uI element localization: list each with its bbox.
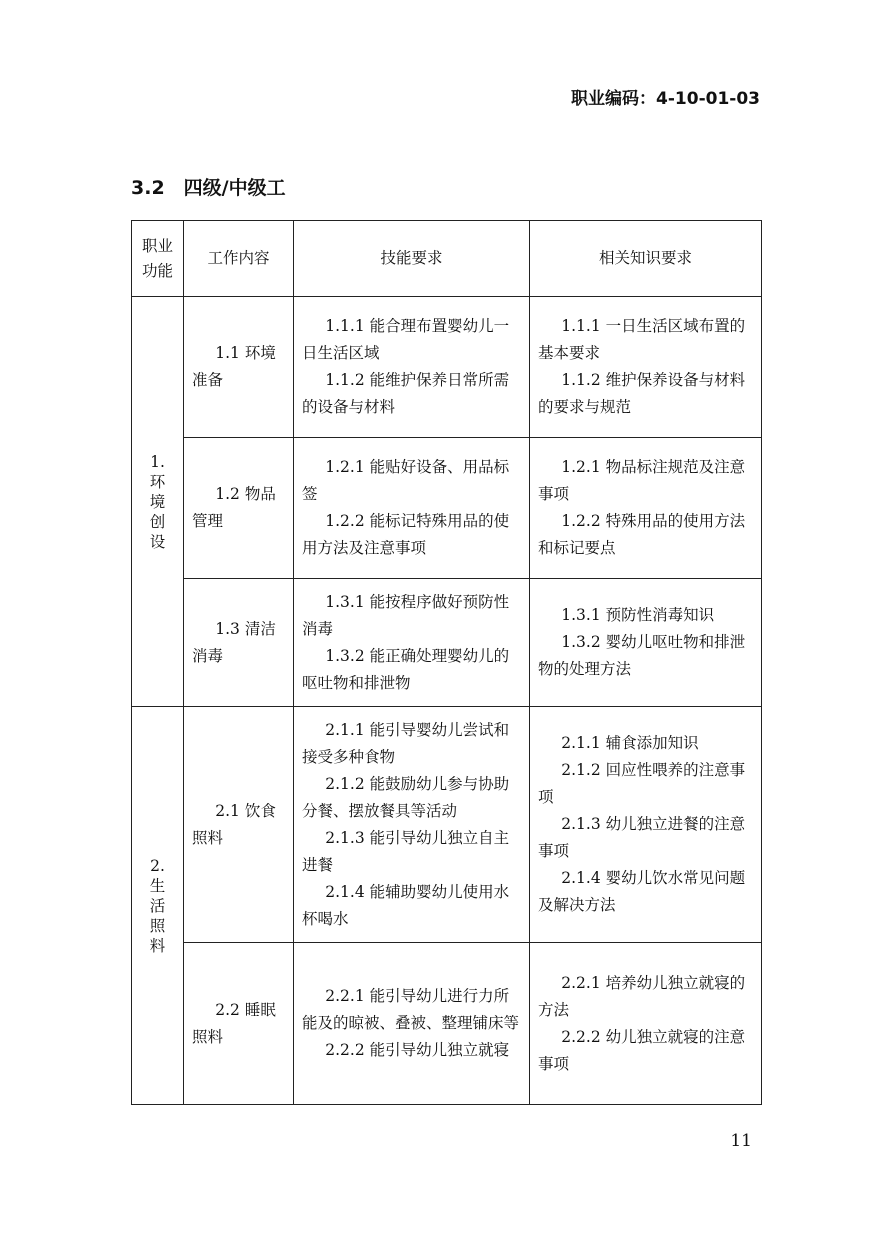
skills-table: [131, 220, 762, 1105]
work-content-text: 准备: [192, 371, 224, 389]
skill-item: 2.1.1 能引导婴幼儿尝试和接受多种食物: [302, 720, 510, 766]
table-row: [132, 943, 762, 1105]
work-content-text: 管理: [192, 512, 224, 530]
func-text: 照: [149, 916, 166, 935]
skill-cell: [294, 438, 530, 579]
section-title: 3.2 四级/中级工: [131, 177, 286, 199]
knowledge-item: 1.1.2 维护保养设备与材料的要求与规范: [538, 371, 746, 416]
work-content-text: 2.2 睡眠: [215, 1000, 276, 1019]
work-content-text: 1.2 物品: [215, 485, 276, 503]
skill-item: 1.1.2 能维护保养日常所需的设备与材料: [302, 371, 510, 416]
header-knowledge: 相关知识要求: [530, 221, 762, 297]
knowledge-item: 2.1.3 幼儿独立进餐的注意事项: [538, 815, 746, 860]
knowledge-item: 1.2.2 特殊用品的使用方法和标记要点: [538, 512, 746, 557]
skill-item: 2.2.1 能引导幼儿进行力所能及的晾被、叠被、整理铺床等: [302, 987, 520, 1032]
skill-item: 2.1.4 能辅助婴幼儿使用水杯喝水: [302, 882, 510, 928]
table-header-row: [132, 221, 762, 297]
func-text: 境: [149, 492, 166, 511]
occupation-code: 职业编码：4-10-01-03: [571, 89, 760, 109]
page-number: 11: [730, 1131, 752, 1151]
knowledge-cell: [530, 943, 762, 1105]
knowledge-item: 2.2.2 幼儿独立就寝的注意事项: [538, 1027, 746, 1073]
knowledge-cell: [530, 579, 762, 707]
skill-item: 1.2.2 能标记特殊用品的使用方法及注意事项: [302, 512, 510, 557]
knowledge-cell: [530, 297, 762, 438]
skill-item: 1.3.2 能正确处理婴幼儿的呕吐物和排泄物: [302, 646, 510, 692]
skill-item: 1.1.1 能合理布置婴幼儿一日生活区域: [302, 317, 510, 362]
skill-cell: [294, 579, 530, 707]
work-content-text: 照料: [192, 1027, 224, 1046]
func-text: 1.: [150, 452, 165, 471]
work-content-cell: [184, 943, 294, 1105]
work-content-text: 消毒: [192, 646, 224, 665]
work-content-cell: [184, 579, 294, 707]
func-text: 创: [149, 512, 166, 531]
skill-cell: [294, 707, 530, 943]
work-content-text: 2.1 饮食: [215, 801, 276, 820]
table-row: [132, 579, 762, 707]
skill-item: 2.1.2 能鼓励幼儿参与协助分餐、摆放餐具等活动: [302, 774, 510, 820]
knowledge-item: 2.1.1 辅食添加知识: [561, 734, 699, 752]
work-content-text: 照料: [192, 828, 224, 847]
header-func-line: 功能: [141, 261, 173, 280]
func-text: 料: [149, 936, 166, 955]
skill-item: 2.2.2 能引导幼儿独立就寝: [325, 1041, 510, 1059]
skill-item: 1.2.1 能贴好设备、用品标签: [302, 458, 510, 503]
func-text: 2.: [150, 856, 165, 875]
work-content-text: 1.3 清洁: [215, 619, 276, 638]
func-text: 活: [149, 896, 166, 915]
func-text: 设: [149, 532, 166, 551]
knowledge-item: 1.3.2 婴幼儿呕吐物和排泄物的处理方法: [538, 633, 746, 678]
table-row: [132, 438, 762, 579]
func-text: 生: [149, 876, 166, 895]
knowledge-item: 2.2.1 培养幼儿独立就寝的方法: [538, 973, 746, 1019]
function-cell: [132, 707, 184, 1105]
skill-cell: [294, 297, 530, 438]
skill-cell: [294, 943, 530, 1105]
table-row: [132, 297, 762, 438]
knowledge-cell: [530, 707, 762, 943]
work-content-cell: [184, 707, 294, 943]
skill-item: 2.1.3 能引导幼儿独立自主进餐: [302, 828, 510, 874]
skill-item: 1.3.1 能按程序做好预防性消毒: [302, 592, 510, 638]
header-func-line: 职业: [141, 236, 173, 255]
knowledge-cell: [530, 438, 762, 579]
table-row: [132, 707, 762, 943]
knowledge-item: 1.1.1 一日生活区域布置的基本要求: [538, 317, 746, 362]
header-content: 工作内容: [184, 221, 294, 297]
function-cell: [132, 297, 184, 707]
knowledge-item: 1.2.1 物品标注规范及注意事项: [538, 458, 746, 503]
knowledge-item: 1.3.1 预防性消毒知识: [561, 606, 715, 624]
work-content-cell: [184, 438, 294, 579]
work-content-cell: [184, 297, 294, 438]
knowledge-item: 2.1.4 婴幼儿饮水常见问题及解决方法: [538, 869, 746, 914]
header-skills: 技能要求: [294, 221, 530, 297]
knowledge-item: 2.1.2 回应性喂养的注意事项: [538, 761, 746, 806]
func-text: 环: [149, 472, 166, 491]
work-content-text: 1.1 环境: [215, 344, 276, 362]
header-func: [132, 221, 184, 297]
